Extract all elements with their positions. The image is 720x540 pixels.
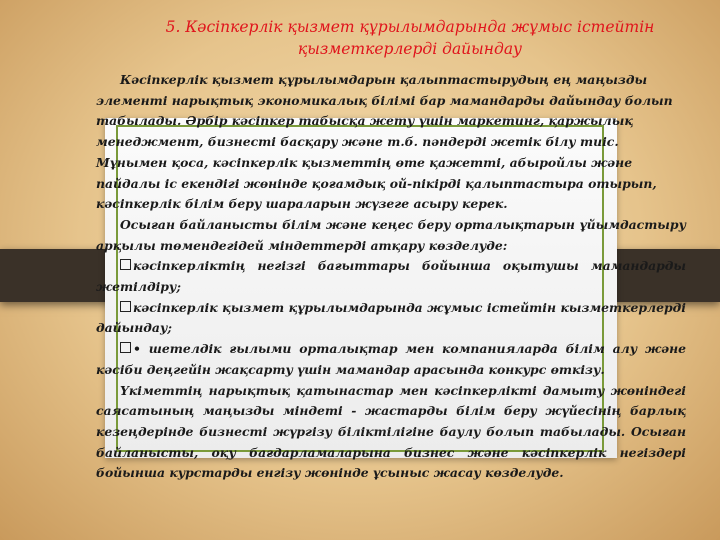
bullet-item bbox=[96, 298, 686, 339]
bullet-text: • шетелдік ғылыми орталықтар мен компанияларда білім алу және кәсіби деңгейін жақсарту үшін мамандар арасында конкурс өткізу. bbox=[96, 341, 686, 377]
slide-body bbox=[96, 70, 686, 484]
closing-paragraph: Үкіметтің нарықтық қатынастар мен кәсіпкерлікті дамыту жөніндегі саясатының маңызды міндеті - жастарды білім беру жүйесінің барлық кезеңдерінде бизнесті жүргізу біліктілігіне баулу болып табылады. Осыған байланысты, оқу бағдарламаларына бизнес және кәсіпкерлік негіздері бойынша курстарды енгізу жөнінде ұсыныс жасау көзделуде. bbox=[96, 382, 686, 481]
slide-title: 5. Кәсіпкерлік қызмет құрылымдарында жұмыс істейтін қызметкерлерді дайындау bbox=[165, 18, 655, 58]
bullet-item bbox=[96, 339, 686, 380]
bullet-item bbox=[96, 256, 686, 297]
bullet-text: кәсіпкерлік қызмет құрылымдарында жұмыс істейтін кызметкерлерді дайындау; bbox=[96, 299, 686, 336]
checkbox-bullet-icon bbox=[120, 301, 131, 312]
checkbox-bullet-icon bbox=[120, 342, 131, 353]
tasks-paragraph: Осыған байланысты білім және кеңес беру орталықтарын ұйымдастыру арқылы төмендегідей міндеттерді атқару көзделуде: bbox=[96, 216, 686, 253]
bullet-text: кәсіпкерліктің негізгі бағыттары бойынша оқытушы мамандарды жетілдіру; bbox=[96, 258, 686, 295]
intro-paragraph: Кәсіпкерлік қызмет құрылымдарын қалыптастырудың ең маңызды элементі нарықтық экономикалық білімі бар мамандарды дайындау болып табылады. Әрбір кәсіпкер табысқа жету үшін маркетинг, қаржылық менеджмент, бизнесті басқару және т.б. пәндерді жетік білу тиіс. Мұнымен қоса, кәсіпкерлік қызметтің өте қажетті, абыройлы және пайдалы іс екендігі жөнінде қоғамдық ой-пікірді қалыптастыра отырып, кәсіпкерлік білім беру шараларын жүзеге асыру керек. bbox=[96, 72, 673, 212]
checkbox-bullet-icon bbox=[120, 259, 131, 270]
